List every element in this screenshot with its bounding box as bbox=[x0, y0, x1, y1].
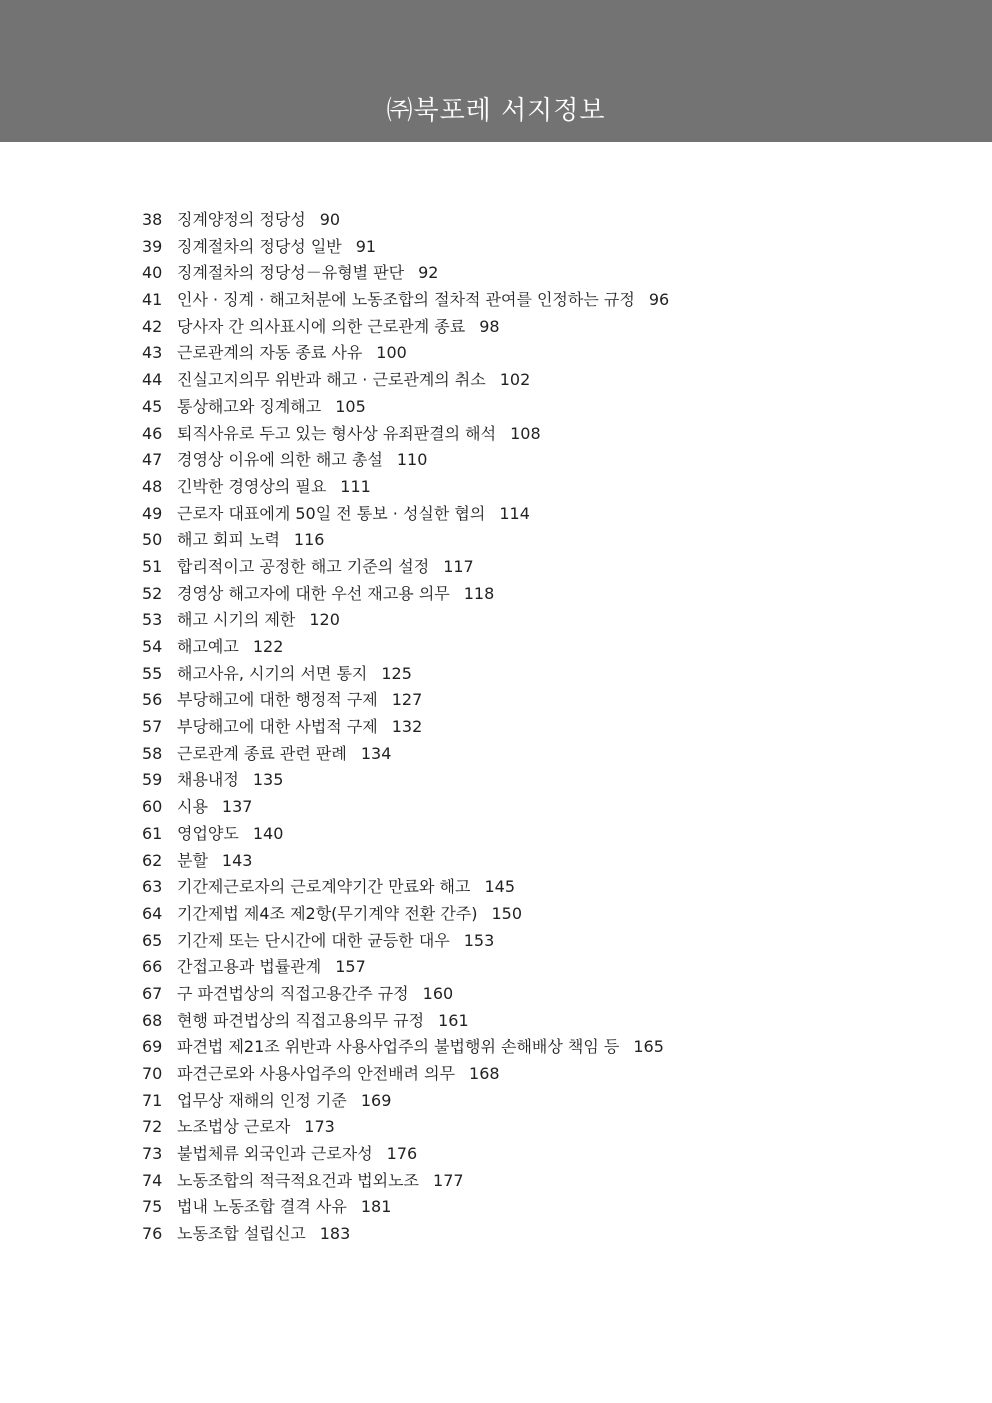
toc-item bbox=[142, 447, 669, 474]
toc-item-page: 132 bbox=[391, 717, 423, 737]
toc-item bbox=[142, 687, 669, 714]
toc-item bbox=[142, 1034, 669, 1061]
toc-item-page: 177 bbox=[433, 1170, 464, 1190]
toc-item-number: 75 bbox=[142, 1197, 163, 1217]
toc-item bbox=[142, 1061, 669, 1088]
toc-item bbox=[142, 634, 669, 661]
toc-item-page: 181 bbox=[360, 1197, 392, 1217]
toc-item bbox=[142, 1168, 669, 1195]
toc-item-page: 134 bbox=[360, 743, 392, 763]
toc-item-title: 합리적이고 공정한 해고 기준의 설정 bbox=[177, 556, 430, 576]
toc-item bbox=[142, 1141, 669, 1168]
toc-item-title: 긴박한 경영상의 필요 bbox=[177, 476, 327, 496]
toc-item-number: 50 bbox=[142, 530, 163, 550]
toc-item-number: 61 bbox=[142, 823, 163, 843]
toc-item-page: 100 bbox=[376, 343, 407, 363]
toc-item-title: 노동조합 설립신고 bbox=[177, 1224, 306, 1244]
toc-item-number: 58 bbox=[142, 743, 163, 763]
toc-item bbox=[142, 394, 669, 421]
toc-item-title: 해고예고 bbox=[177, 637, 239, 656]
toc-item-title: 진실고지의무 위반과 해고 · 근로관계의 취소 bbox=[177, 370, 486, 390]
toc-item bbox=[142, 821, 669, 848]
toc-item-title: 근로관계의 자동 종료 사유 bbox=[177, 343, 363, 363]
toc-item-page: 153 bbox=[463, 930, 495, 950]
toc-item-page: 92 bbox=[418, 263, 439, 283]
toc-item-page: 122 bbox=[252, 637, 284, 656]
toc-item-title: 기간제 또는 단시간에 대한 균등한 대우 bbox=[177, 930, 450, 950]
toc-item bbox=[142, 340, 669, 367]
table-of-contents bbox=[142, 207, 669, 1248]
toc-item bbox=[142, 1114, 669, 1141]
toc-item-number: 65 bbox=[142, 930, 163, 950]
toc-item-page: 137 bbox=[221, 797, 253, 817]
toc-item bbox=[142, 260, 669, 287]
toc-item-number: 66 bbox=[142, 957, 163, 977]
toc-item-page: 118 bbox=[463, 583, 495, 603]
toc-item bbox=[142, 1088, 669, 1115]
toc-item bbox=[142, 1194, 669, 1221]
toc-item-page: 110 bbox=[396, 450, 428, 470]
toc-item-number: 70 bbox=[142, 1064, 163, 1083]
toc-item-page: 143 bbox=[221, 850, 253, 870]
toc-item-page: 98 bbox=[479, 316, 500, 336]
toc-item-number: 57 bbox=[142, 717, 163, 737]
toc-item bbox=[142, 287, 669, 314]
toc-item-number: 43 bbox=[142, 343, 163, 363]
toc-item-title: 법내 노동조합 결격 사유 bbox=[177, 1197, 347, 1217]
toc-item-page: 127 bbox=[391, 690, 423, 710]
toc-item-title: 시용 bbox=[177, 797, 208, 817]
toc-item bbox=[142, 901, 669, 928]
toc-item-number: 56 bbox=[142, 690, 163, 710]
toc-item-title: 기간제법 제4조 제2항(무기계약 전환 간주) bbox=[177, 903, 478, 923]
toc-item-page: 114 bbox=[499, 503, 530, 523]
toc-item bbox=[142, 421, 669, 448]
toc-item-title: 징계절차의 정당성 일반 bbox=[177, 236, 342, 256]
toc-item-title: 해고사유, 시기의 서면 통지 bbox=[177, 663, 368, 683]
toc-item-title: 노동조합의 적극적요건과 법외노조 bbox=[177, 1170, 420, 1190]
toc-item-title: 채용내정 bbox=[177, 770, 239, 790]
header-banner bbox=[0, 0, 992, 142]
toc-item bbox=[142, 714, 669, 741]
toc-item-number: 62 bbox=[142, 850, 163, 870]
toc-item-number: 45 bbox=[142, 396, 163, 416]
toc-item bbox=[142, 661, 669, 688]
toc-item-title: 기간제근로자의 근로계약기간 만료와 해고 bbox=[177, 877, 471, 897]
toc-item bbox=[142, 207, 669, 234]
toc-item-page: 90 bbox=[319, 210, 341, 229]
toc-item-title: 부당해고에 대한 행정적 구제 bbox=[177, 690, 378, 710]
toc-item-number: 38 bbox=[142, 210, 163, 229]
toc-item-number: 73 bbox=[142, 1144, 163, 1164]
toc-item-title: 업무상 재해의 인정 기준 bbox=[177, 1090, 347, 1110]
toc-item-number: 46 bbox=[142, 423, 163, 443]
toc-item-number: 54 bbox=[142, 637, 163, 656]
toc-item-page: 117 bbox=[443, 556, 474, 576]
toc-item bbox=[142, 581, 669, 608]
toc-item bbox=[142, 527, 669, 554]
toc-item-page: 111 bbox=[340, 476, 371, 496]
toc-item bbox=[142, 848, 669, 875]
page-title: ㈜북포레 서지정보 bbox=[386, 96, 606, 126]
toc-item-page: 173 bbox=[304, 1117, 335, 1137]
toc-item-title: 통상해고와 징계해고 bbox=[177, 396, 322, 416]
toc-item-page: 169 bbox=[360, 1090, 392, 1110]
toc-item-number: 76 bbox=[142, 1224, 163, 1244]
toc-item bbox=[142, 474, 669, 501]
toc-item-title: 당사자 간 의사표시에 의한 근로관계 종료 bbox=[177, 316, 466, 336]
toc-item-title: 노조법상 근로자 bbox=[177, 1117, 291, 1137]
toc-item-title: 징계절차의 정당성－유형별 판단 bbox=[177, 263, 405, 283]
toc-item-page: 125 bbox=[381, 663, 412, 683]
toc-item-page: 91 bbox=[355, 236, 377, 256]
toc-item-page: 165 bbox=[633, 1037, 664, 1057]
toc-item bbox=[142, 234, 669, 261]
toc-item-page: 176 bbox=[386, 1144, 418, 1164]
toc-item-number: 52 bbox=[142, 583, 163, 603]
toc-item-title: 경영상 해고자에 대한 우선 재고용 의무 bbox=[177, 583, 450, 603]
toc-item bbox=[142, 607, 669, 634]
toc-item-title: 해고 회피 노력 bbox=[177, 530, 280, 550]
toc-item-title: 징계양정의 정당성 bbox=[177, 210, 306, 229]
toc-item-page: 108 bbox=[510, 423, 541, 443]
toc-item-number: 69 bbox=[142, 1037, 163, 1057]
toc-item-title: 근로자 대표에게 50일 전 통보 · 성실한 협의 bbox=[177, 503, 486, 523]
toc-item-number: 44 bbox=[142, 370, 163, 390]
toc-item-number: 60 bbox=[142, 797, 163, 817]
toc-item-title: 불법체류 외국인과 근로자성 bbox=[177, 1144, 373, 1164]
toc-item-title: 퇴직사유로 두고 있는 형사상 유죄판결의 해석 bbox=[177, 423, 497, 443]
toc-item bbox=[142, 767, 669, 794]
toc-item bbox=[142, 981, 669, 1008]
toc-item-title: 간접고용과 법률관계 bbox=[177, 957, 322, 977]
toc-item-number: 74 bbox=[142, 1170, 163, 1190]
toc-item bbox=[142, 874, 669, 901]
toc-item-number: 47 bbox=[142, 450, 163, 470]
toc-item-page: 157 bbox=[335, 957, 366, 977]
toc-item-title: 파견근로와 사용사업주의 안전배려 의무 bbox=[177, 1064, 456, 1083]
toc-item bbox=[142, 741, 669, 768]
toc-item-page: 116 bbox=[293, 530, 325, 550]
toc-item-page: 105 bbox=[335, 396, 366, 416]
toc-item-page: 183 bbox=[319, 1224, 351, 1244]
toc-item-page: 145 bbox=[484, 877, 516, 897]
toc-item-number: 67 bbox=[142, 983, 163, 1003]
toc-item bbox=[142, 501, 669, 528]
toc-item-title: 구 파견법상의 직접고용간주 규정 bbox=[177, 983, 409, 1003]
toc-item-number: 71 bbox=[142, 1090, 163, 1110]
toc-item-number: 53 bbox=[142, 610, 163, 630]
toc-item-number: 64 bbox=[142, 903, 163, 923]
toc-item-title: 인사 · 징계 · 해고처분에 노동조합의 절차적 관여를 인정하는 규정 bbox=[177, 290, 635, 310]
toc-item bbox=[142, 367, 669, 394]
toc-item-page: 160 bbox=[422, 983, 454, 1003]
toc-item-number: 55 bbox=[142, 663, 163, 683]
toc-item-page: 140 bbox=[252, 823, 284, 843]
toc-item bbox=[142, 1221, 669, 1248]
toc-item-title: 해고 시기의 제한 bbox=[177, 610, 296, 630]
toc-item bbox=[142, 954, 669, 981]
toc-item-number: 49 bbox=[142, 503, 163, 523]
toc-item-page: 120 bbox=[309, 610, 340, 630]
toc-item-number: 48 bbox=[142, 476, 163, 496]
toc-item-page: 161 bbox=[438, 1010, 469, 1030]
toc-item bbox=[142, 554, 669, 581]
toc-item bbox=[142, 794, 669, 821]
toc-item bbox=[142, 928, 669, 955]
toc-item-number: 59 bbox=[142, 770, 163, 790]
toc-item-page: 150 bbox=[491, 903, 523, 923]
toc-item-title: 영업양도 bbox=[177, 823, 239, 843]
toc-item-title: 현행 파견법상의 직접고용의무 규정 bbox=[177, 1010, 425, 1030]
toc-item-title: 분할 bbox=[177, 850, 208, 870]
toc-item bbox=[142, 314, 669, 341]
toc-item-number: 42 bbox=[142, 316, 163, 336]
toc-item-number: 63 bbox=[142, 877, 163, 897]
toc-item-page: 168 bbox=[469, 1064, 500, 1083]
toc-item-number: 41 bbox=[142, 290, 163, 310]
toc-item-title: 근로관계 종료 관련 판례 bbox=[177, 743, 347, 763]
toc-item-number: 51 bbox=[142, 556, 163, 576]
toc-item-number: 40 bbox=[142, 263, 163, 283]
toc-item-number: 72 bbox=[142, 1117, 163, 1137]
toc-item-title: 부당해고에 대한 사법적 구제 bbox=[177, 717, 378, 737]
toc-item-number: 39 bbox=[142, 236, 163, 256]
toc-item-page: 135 bbox=[252, 770, 284, 790]
toc-item-page: 102 bbox=[499, 370, 531, 390]
toc-item-page: 96 bbox=[648, 290, 670, 310]
toc-item bbox=[142, 1008, 669, 1035]
toc-item-title: 파견법 제21조 위반과 사용사업주의 불법행위 손해배상 책임 등 bbox=[177, 1037, 620, 1057]
toc-item-title: 경영상 이유에 의한 해고 총설 bbox=[177, 450, 383, 470]
toc-item-number: 68 bbox=[142, 1010, 163, 1030]
